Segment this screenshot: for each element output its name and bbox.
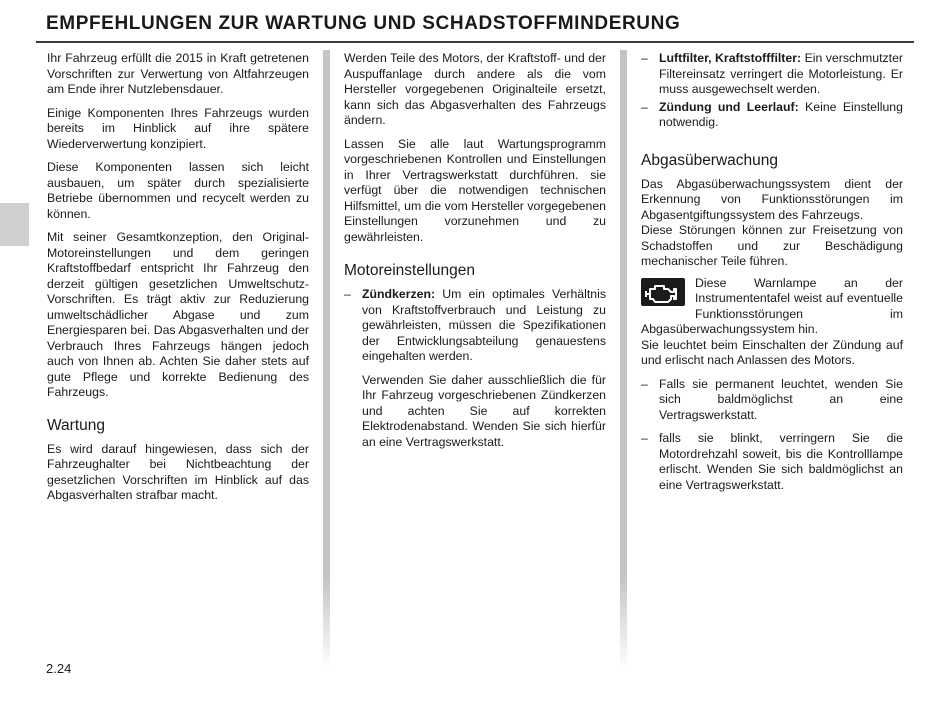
- paragraph: Es wird darauf hingewiesen, dass sich der Fahrzeughalter bei Nichtbeachtung der gesetzlichen Vorschriften im Hinblick auf das Abgasverhalten strafbar macht.: [47, 441, 309, 502]
- item-text: Keine Einstellung notwendig.: [659, 99, 903, 129]
- list-dash: –: [344, 287, 351, 301]
- paragraph: Diese Störungen können zur Freisetzung von Schadstoffen und zur Beschädigung mechanischer Teile führen.: [641, 223, 903, 268]
- section-heading-wartung: Wartung: [47, 416, 106, 434]
- list-item: [641, 431, 903, 493]
- list-item-zuendung: [641, 100, 903, 131]
- list-dash: –: [641, 99, 648, 114]
- paragraph: Einige Komponenten Ihres Fahrzeugs wurden bereits im Hinblick auf ihre spätere Wiederverwertung konzipiert.: [47, 105, 309, 151]
- paragraph: Das Abgasüberwachungssystem dient der Erkennung von Funktionsstörungen im Abgasentgiftungssystem des Fahrzeugs.: [641, 176, 903, 222]
- list-item-zuendkerzen: [344, 287, 606, 365]
- page-number: 2.24: [46, 661, 72, 676]
- title-rule: [36, 41, 914, 43]
- item-text: Falls sie permanent leuchtet, wenden Sie sich baldmöglichst an eine Vertragswerkstatt.: [659, 376, 903, 422]
- paragraph: Ihr Fahrzeug erfüllt die 2015 in Kraft getretenen Vorschriften zur Verwertung von Altfahrzeugen am Ende ihrer Nutzlebensdauer.: [47, 51, 309, 96]
- list-item-luftfilter: [641, 51, 903, 98]
- list-dash: –: [641, 51, 648, 65]
- paragraph: Verwenden Sie daher ausschließlich die für Ihr Fahrzeug vorgeschriebenen Zündkerzen und achten Sie auf korrekten Elektrodenabstand. Wenden Sie sich hierfür an eine Vertragswerkstatt.: [362, 372, 606, 449]
- item-lead: Zündkerzen:: [362, 287, 436, 301]
- paragraph: Diese Komponenten lassen sich leicht ausbauen, um später durch spezialisierte Betriebe übernommen und recycelt werden zu können.: [47, 160, 309, 221]
- list-item: [641, 377, 903, 424]
- paragraph: Sie leuchtet beim Einschalten der Zündung auf und erlischt nach Anlassen des Motors.: [641, 337, 903, 367]
- list-dash: –: [641, 431, 648, 445]
- column-divider: [620, 50, 627, 670]
- engine-check-icon: [641, 278, 685, 306]
- paragraph: Diese Warnlampe an der Instrumententafel weist auf eventuelle Funktionsstörungen im Abgasüberwachungssystem hin.: [641, 275, 903, 336]
- list-dash: –: [641, 376, 648, 391]
- item-lead: Luftfilter, Kraftstofffilter:: [659, 51, 802, 65]
- section-heading-motoreinstellungen: Motoreinstellungen: [344, 262, 475, 279]
- item-lead: Zündung und Leerlauf:: [659, 99, 799, 114]
- column-divider: [323, 50, 330, 670]
- item-text: Um ein optimales Verhältnis von Kraftstoffverbrauch und Leistung zu gewährleisten, müssen die Spezifikationen der Entwicklungsabteilung genauestens eingehalten werden.: [362, 287, 606, 363]
- column-middle: [344, 51, 606, 458]
- paragraph: Mit seiner Gesamtkonzeption, den Original-Motoreinstellungen und dem geringen Kraftstoffbedarf entspricht Ihr Fahrzeug den derzeit gültigen gesetzlichen Umweltschutz-Vorschriften. Es trägt aktiv zur Reduzierung umweltschädlicher Abgase und zum Energiesparen bei. Das Abgasverhalten und der Verbrauch Ihres Fahrzeugs hängen jedoch auch von Ihnen ab. Achten Sie daher stets auf gute Pflege und korrekte Bedienung des Fahrzeugs.: [47, 230, 309, 399]
- item-text: falls sie blinkt, verringern Sie die Motordrehzahl soweit, bis die Kontrolllampe erlischt. Wenden Sie sich baldmöglichst an eine Vertragswerkstatt.: [659, 431, 903, 492]
- section-side-tab: [0, 203, 29, 246]
- item-text: Ein verschmutzter Filtereinsatz verringert die Motorleistung. Er muss ausgewechselt werden.: [659, 51, 903, 96]
- warning-lamp-block: [641, 276, 903, 338]
- column-right: [641, 51, 903, 501]
- page-title: EMPFEHLUNGEN ZUR WARTUNG UND SCHADSTOFFMINDERUNG: [46, 13, 681, 34]
- section-heading-abgasueberwachung: Abgasüberwachung: [641, 151, 779, 169]
- column-left: [47, 51, 309, 512]
- paragraph: Lassen Sie alle laut Wartungsprogramm vorgeschriebenen Kontrollen und Einstellungen in Ihrer Vertragswerkstatt durchführen. sie verfügt über die notwendigen technischen Hilfsmittel, um die vom Hersteller vorgegebenen Einstellungen vorzunehmen und zu gewährleisten.: [344, 136, 606, 244]
- paragraph: Werden Teile des Motors, der Kraftstoff- und der Auspuffanlage durch andere als die vom Hersteller vorgegebenen Originalteile ersetzt, kann sich das Abgasverhalten des Fahrzeugs ändern.: [344, 51, 606, 127]
